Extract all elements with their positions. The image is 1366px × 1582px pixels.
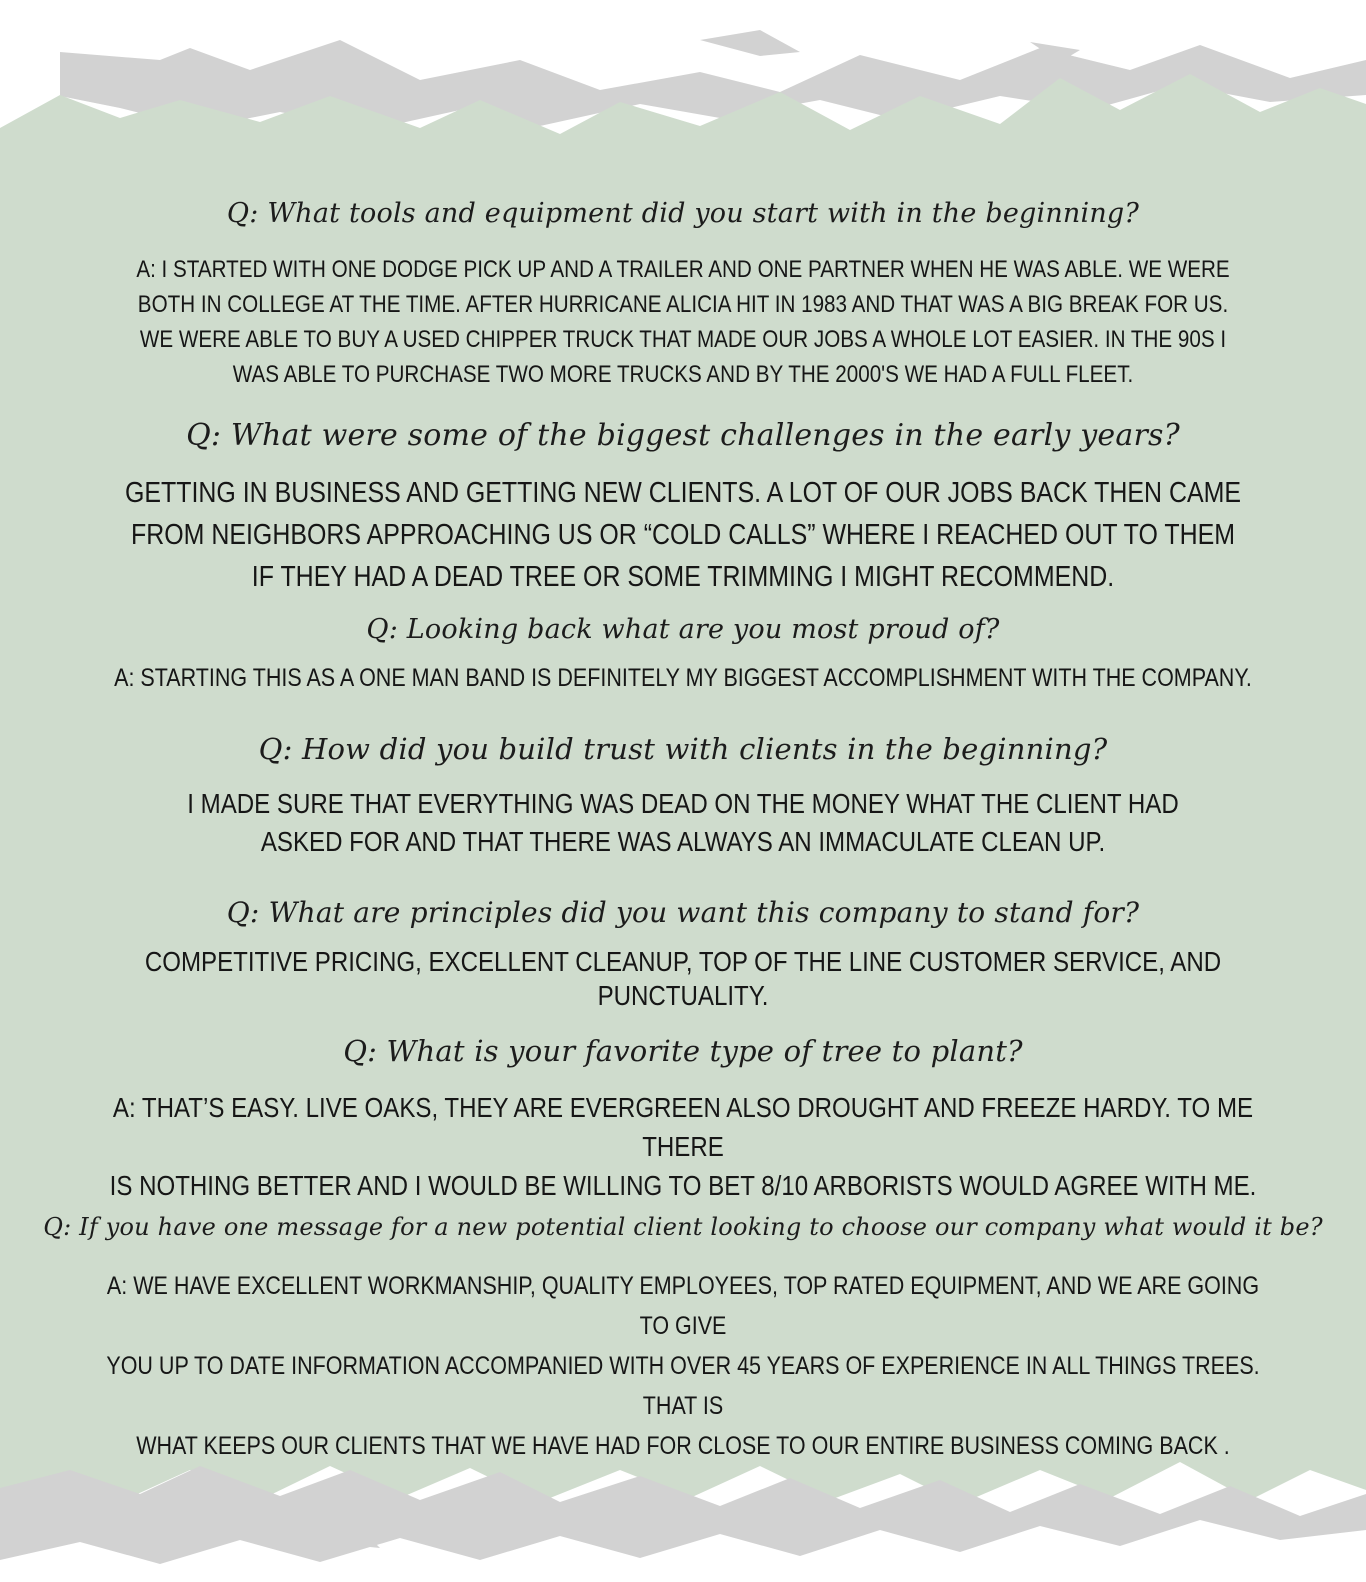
faq-answer-1: A: I STARTED WITH ONE DODGE PICK UP AND A TRAILER AND ONE PARTNER WHEN HE WAS ABLE. WE WERE BOTH IN COLLEGE AT THE TIME. AFTER HURRICANE ALICIA HIT IN 1983 AND THAT WAS A BIG BREAK FOR US. WE WERE ABLE TO BUY A USED CHIPPER TRUCK THAT MADE OUR JOBS A WHOLE LOT EASIER. IN THE 90S I WAS ABLE TO PURCHASE TWO MORE TRUCKS AND BY THE 2000'S WE HAD A FULL FLEET.: [136, 256, 1230, 388]
faq-question-7: Q: If you have one message for a new potential client looking to choose our company what would it be?: [43, 1213, 1323, 1241]
faq-answer-2: GETTING IN BUSINESS AND GETTING NEW CLIENTS. A LOT OF OUR JOBS BACK THEN CAME FROM NEIGHBORS APPROACHING US OR “COLD CALLS” WHERE I REACHED OUT TO THEM IF THEY HAD A DEAD TREE OR SOME TRIMMING I MIGHT RECOMMEND.: [124, 477, 1242, 593]
faq-answer-7: A: WE HAVE EXCELLENT WORKMANSHIP, QUALITY EMPLOYEES, TOP RATED EQUIPMENT, AND WE ARE GOING TO GIVE YOU UP TO DATE INFORMATION ACCOMPANIED WITH OVER 45 YEARS OF EXPERIENCE IN ALL THINGS TREES. THAT IS WHAT KEEPS OUR CLIENTS THAT WE HAVE HAD FOR CLOSE TO OUR ENTIRE BUSINESS COMING BACK .: [106, 1272, 1260, 1460]
faq-question-1: Q: What tools and equipment did you start with in the beginning?: [226, 198, 1140, 229]
faq-question-5: Q: What are principles did you want this company to stand for?: [226, 896, 1140, 929]
faq-answer-3: A: STARTING THIS AS A ONE MAN BAND IS DEFINITELY MY BIGGEST ACCOMPLISHMENT WITH THE COMPANY.: [114, 664, 1252, 692]
faq-question-2: Q: What were some of the biggest challenges in the early years?: [186, 418, 1180, 453]
faq-question-3: Q: Looking back what are you most proud of?: [366, 614, 1000, 645]
faq-answer-6: A: THAT’S EASY. LIVE OAKS, THEY ARE EVERGREEN ALSO DROUGHT AND FREEZE HARDY. TO ME THERE IS NOTHING BETTER AND I WOULD BE WILLING TO BET 8/10 ARBORISTS WOULD AGREE WITH ME.: [109, 1092, 1257, 1201]
faq-answer-5: COMPETITIVE PRICING, EXCELLENT CLEANUP, TOP OF THE LINE CUSTOMER SERVICE, AND PUNCTUALITY.: [144, 946, 1222, 1011]
faq-question-4: Q: How did you build trust with clients in the beginning?: [258, 732, 1108, 766]
faq-answer-4: I MADE SURE THAT EVERYTHING WAS DEAD ON THE MONEY WHAT THE CLIENT HAD ASKED FOR AND THAT THERE WAS ALWAYS AN IMMACULATE CLEAN UP.: [187, 788, 1179, 857]
faq-question-6: Q: What is your favorite type of tree to plant?: [343, 1034, 1023, 1068]
